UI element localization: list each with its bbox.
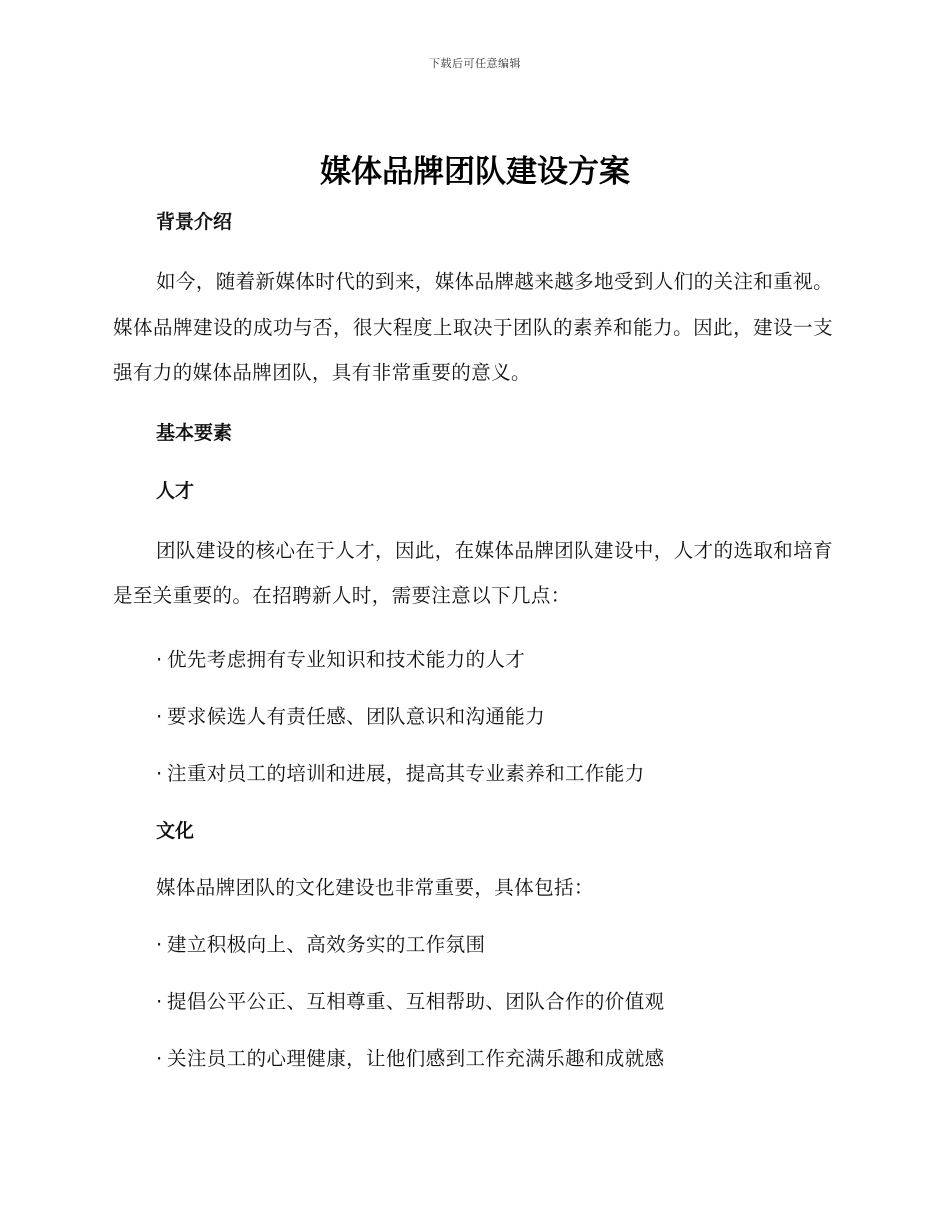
heading-culture: 文化 [156, 819, 195, 842]
bullet-dot: · [156, 932, 163, 956]
bullet-dot: · [156, 704, 163, 728]
bullet-text: 关注员工的心理健康，让他们感到工作充满乐趣和成就感 [167, 1046, 665, 1070]
bullet-dot: · [156, 989, 163, 1013]
bullet-dot: · [156, 1046, 163, 1070]
bullet-item [113, 644, 833, 676]
bullet-item [113, 1043, 833, 1075]
bullet-text: 优先考虑拥有专业知识和技术能力的人才 [167, 647, 526, 671]
heading-talent: 人才 [156, 479, 195, 502]
bullet-text: 提倡公平公正、互相尊重、互相帮助、团队合作的价值观 [167, 989, 665, 1013]
bullet-dot: · [156, 647, 163, 671]
heading-background: 背景介绍 [156, 211, 233, 233]
document-title: 媒体品牌团队建设方案 [320, 154, 630, 190]
bullet-item [113, 758, 833, 790]
paragraph-culture: 媒体品牌团队的文化建设也非常重要，具体包括： [156, 875, 594, 899]
paragraph-talent: 团队建设的核心在于人才，因此，在媒体品牌团队建设中，人才的选取和培育是至关重要的。在招聘新人时，需要注意以下几点： [113, 538, 833, 607]
heading-elements: 基本要素 [156, 421, 233, 444]
paragraph-background: 如今，随着新媒体时代的到来，媒体品牌越来越多地受到人们的关注和重视。媒体品牌建设的成功与否，很大程度上取决于团队的素养和能力。因此，建设一支强有力的媒体品牌团队，具有非常重要的意义。 [113, 270, 833, 384]
bullet-text: 注重对员工的培训和进展，提高其专业素养和工作能力 [167, 761, 645, 785]
document-body [113, 206, 833, 1075]
bullet-item [113, 986, 833, 1018]
bullet-text: 建立积极向上、高效务实的工作氛围 [167, 932, 486, 956]
bullet-item [113, 929, 833, 961]
bullet-text: 要求候选人有责任感、团队意识和沟通能力 [167, 704, 546, 728]
bullet-item [113, 701, 833, 733]
bullet-dot: · [156, 761, 163, 785]
page-header-note: 下载后可任意编辑 [429, 57, 521, 70]
